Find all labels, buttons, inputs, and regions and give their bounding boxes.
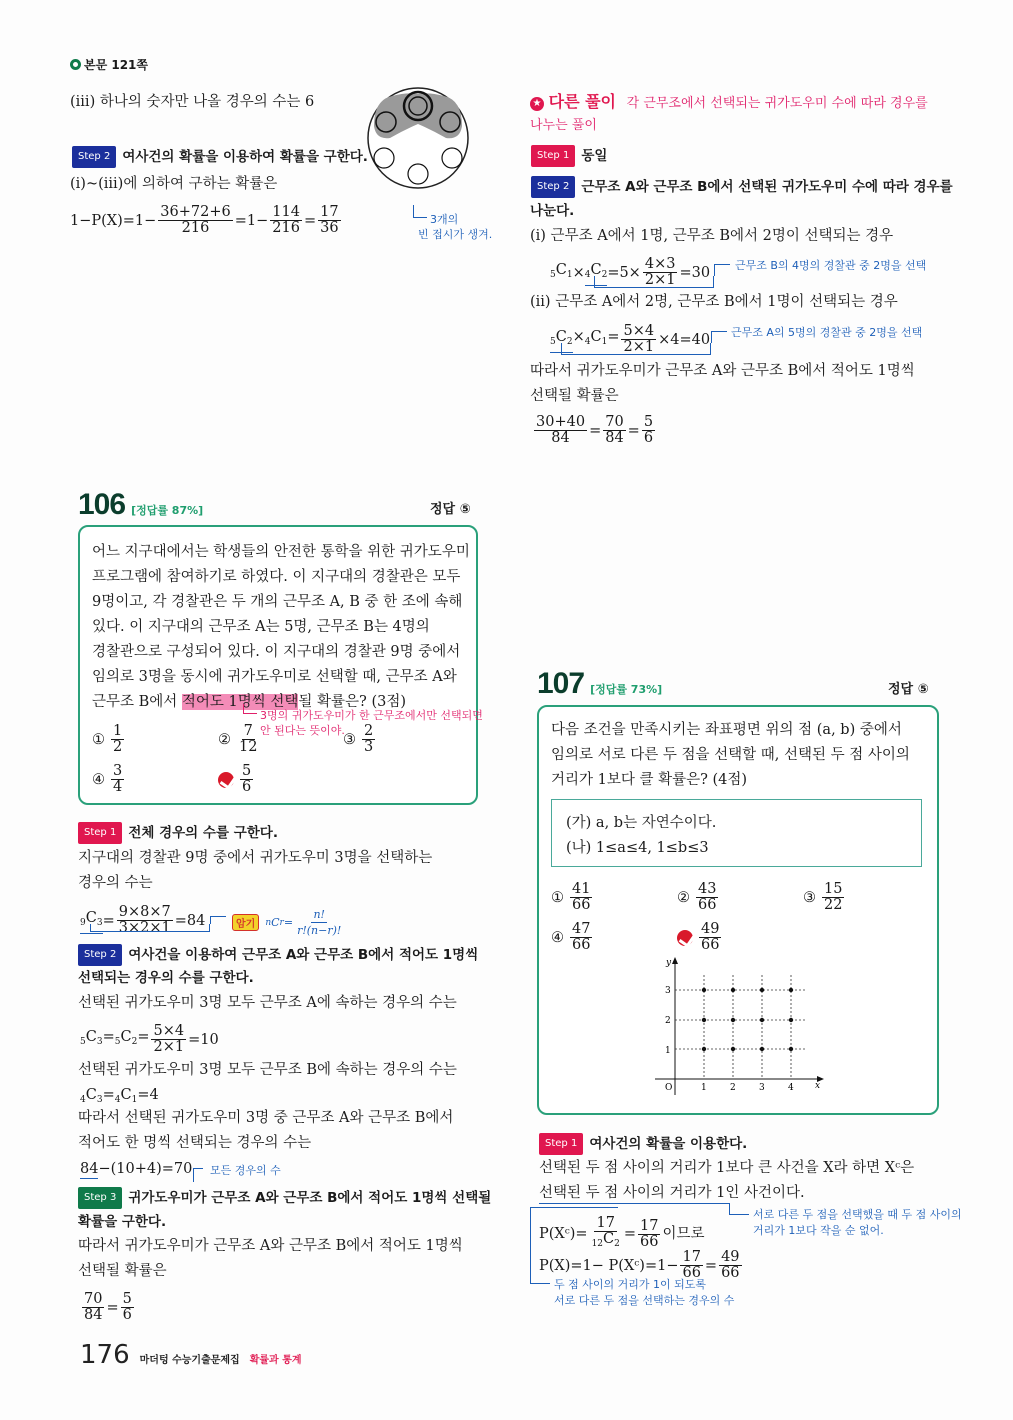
alt-solution-heading: ★ 다른 풀이 각 근무조에서 선택되는 귀가도우미 수에 따라 경우를 <box>530 92 928 114</box>
conditions: (가) a, b는 자연수이다. (나) 1≤a≤4, 1≤b≤3 <box>566 815 717 856</box>
svg-text:O: O <box>665 1083 673 1093</box>
sol107-step1: Step 1 여사건의 확률을 이용한다. <box>539 1133 747 1155</box>
alt-step2: Step 2 근무조 A와 근무조 B에서 선택된 귀가도우미 수에 따라 경우를 <box>531 176 953 198</box>
choice-2[interactable]: ② $\frac{43}{66}$ <box>677 881 717 913</box>
page-reference: 본문 121쪽 <box>70 56 148 73</box>
alt-final-equation: $\frac{30+40}{84}$ = $\frac{70}{84}$ = $\frac{5}{6}$ <box>536 414 654 446</box>
highlight-note: 3명의 귀가도우미가 한 근무조에서만 선택되면 안 된다는 뜻이야. <box>260 709 483 737</box>
case-i: (ⅰ) 근무조 A에서 1명, 근무조 B에서 2명이 선택되는 경우 <box>530 228 894 244</box>
book-title: 마더텅 수능기출문제집 <box>139 1355 240 1366</box>
step2-badge: Step 2 <box>531 176 575 198</box>
step2-badge: Step 2 <box>78 944 122 966</box>
star-badge-icon: ★ <box>530 97 544 111</box>
sol106-step3: Step 3 귀가도우미가 근무조 A와 근무조 B에서 적어도 1명씩 선택될 <box>78 1187 491 1209</box>
sol107-eq2: P(X)=1− P(Xᶜ)=1− $\frac{17}{66}$ = $\frac{49}{66}$ <box>539 1249 740 1281</box>
case-ii-arrow <box>561 343 711 355</box>
case-i-equation: $_5C_1$ × $_4C_2$ =5× $\frac{4\times 3}{2\times 1}$ =30 <box>550 256 711 288</box>
sol106-eq3-note: 모든 경우의 수 <box>210 1164 281 1177</box>
svg-text:4: 4 <box>788 1083 794 1093</box>
problem-107-text: 다음 조건을 만족시키는 좌표평면 위의 점 (a, b) 중에서 임의로 서로 다른 두 점을 선택할 때, 선택된 두 점 사이의 거리가 1보다 클 확률은? (4점) <box>551 722 910 788</box>
sol106-step2: Step 2 여사건을 이용하여 근무조 A와 근무조 B에서 적어도 1명씩 <box>78 944 478 966</box>
problem-106-answer: 정답 ⑤ <box>430 502 471 517</box>
problem-number: 106 <box>78 488 126 521</box>
problem-number: 107 <box>537 667 585 700</box>
svg-text:1: 1 <box>701 1083 707 1093</box>
case-i-note: 근무조 B의 4명의 경찰관 중 2명을 선택 <box>735 259 927 272</box>
step2-badge: Step 2 <box>72 146 116 168</box>
alt-conclusion-2: 선택될 확률은 <box>530 388 619 404</box>
svg-text:1: 1 <box>665 1046 671 1056</box>
ring-bullet-icon <box>70 59 81 70</box>
alt-solution-subtitle: 나누는 풀이 <box>530 118 597 133</box>
sol107-note-right: 서로 다른 두 점을 선택했을 때 두 점 사이의 거리가 1보다 작을 순 없어. <box>753 1208 962 1237</box>
sol106-final: $\frac{70}{84}$ = $\frac{5}{6}$ <box>84 1291 132 1323</box>
memorize-tip: 암기 n C r = $\frac{n!}{r!(n-r)!}$ <box>232 907 345 938</box>
step1-badge: Step 1 <box>78 822 122 844</box>
checkmark-icon <box>677 930 693 946</box>
case-iii-line: (iii) 하나의 숫자만 나올 경우의 수는 6 <box>70 94 315 110</box>
choice-1[interactable]: ① $\frac{1}{2}$ <box>92 723 123 755</box>
complement-equation: 1−P(X)=1− $\frac{36+72+6}{216}$ =1− $\frac{114}{216}$ = $\frac{17}{36}$ <box>70 204 339 236</box>
svg-text:y: y <box>666 958 672 968</box>
alt-step1: Step 1 동일 <box>531 145 607 167</box>
step3-badge: Step 3 <box>78 1187 122 1209</box>
svg-text:2: 2 <box>665 1016 671 1026</box>
choice-3[interactable]: ③ $\frac{15}{22}$ <box>803 881 843 913</box>
highlight: 적어도 1명씩 선택 <box>181 694 299 710</box>
sol107-note-bottom: 두 점 사이의 거리가 1이 되도록 서로 다른 두 점을 선택하는 경우의 수 <box>554 1278 735 1307</box>
step1-badge: Step 1 <box>539 1133 583 1155</box>
svg-text:3: 3 <box>665 986 671 996</box>
highlight-arrow <box>243 704 257 714</box>
svg-text:2: 2 <box>730 1083 736 1093</box>
step2-heading: Step 2 여사건의 확률을 이용하여 확률을 구한다. <box>72 146 368 168</box>
case-range-line: (ⅰ)~(iii)에 의하여 구하는 확률은 <box>70 176 278 192</box>
choice-1[interactable]: ① $\frac{41}{66}$ <box>551 881 591 913</box>
sol106-eq3: 84−(10+4)=70 <box>80 1161 193 1177</box>
plates-diagram <box>362 80 474 198</box>
choice-3[interactable]: ③ $\frac{2}{3}$ <box>343 723 374 755</box>
correct-rate: [정답률 87%] <box>131 504 204 517</box>
problem-106-header <box>78 488 203 522</box>
choice-4[interactable]: ④ $\frac{47}{66}$ <box>551 921 591 953</box>
choice-2[interactable]: ② $\frac{7}{12}$ <box>218 723 258 755</box>
sol106-step1: Step 1 전체 경우의 수를 구한다. <box>78 822 278 844</box>
subject: 확률과 통계 <box>249 1355 302 1366</box>
lattice-point-graph <box>650 955 830 1100</box>
problem-107-header <box>537 667 662 701</box>
correct-rate: [정답률 73%] <box>590 683 663 696</box>
sol106-eq1: $_9C_3$ = $\frac{9\times 8\times 7}{3\times 2\times 1}$ =84 <box>80 904 206 936</box>
problem-107-answer: 정답 ⑤ <box>888 682 929 697</box>
problem-106-text: 어느 지구대에서는 학생들의 안전한 통학을 위한 귀가도우미 프로그램에 참여하기로 하였다. 이 지구대의 경찰관은 모두 9명이고, 각 경찰관은 두 개의 근무조 A, B 중 한 조에 속해 있다. 이 지구대의 근무조 A는 5명, 근무조 B는 4명의 경찰관으로 구성되어 있다. 이 지구대의 경찰관 9명 중에서 임의로 3명을 동시에 귀가도우미로 선택할 때, 근무조 A와 근무조 B에서 적어도 1명씩 선택될 확률은? (3점) <box>92 544 470 710</box>
case-ii: (ⅱ) 근무조 A에서 2명, 근무조 B에서 1명이 선택되는 경우 <box>530 294 898 310</box>
checkmark-icon <box>218 772 234 788</box>
page-number: 176 <box>80 1340 130 1370</box>
memorize-badge: 암기 <box>232 914 259 931</box>
case-ii-equation: $_5C_2$ $\times_4C_1=$ $\frac{5\times 4}{2\times 1}$ ×4=40 <box>550 323 711 355</box>
svg-text:x: x <box>815 1081 821 1091</box>
sol107-eq1: P(Xᶜ)= $\frac{17}{_{12}C_2}$ = $\frac{17}{66}$ 이므로 <box>539 1215 705 1250</box>
choice-4[interactable]: ④ $\frac{3}{4}$ <box>92 763 123 795</box>
diagram-arrow <box>413 205 427 218</box>
footer <box>80 1340 302 1370</box>
choice-5-correct[interactable]: $\frac{5}{6}$ <box>218 764 255 795</box>
case-ii-note: 근무조 A의 5명의 경찰관 중 2명을 선택 <box>731 326 923 339</box>
case-i-arrow <box>594 276 714 288</box>
sol106-eq2: $_5C_3=_5C_2=$ $\frac{5\times 4}{2\times 1}$ =10 <box>80 1023 219 1055</box>
diagram-note: 3개의 빈 접시가 생겨. <box>418 213 493 241</box>
choice-5-correct[interactable]: $\frac{49}{66}$ <box>677 922 723 953</box>
alt-conclusion-1: 따라서 귀가도우미가 근무조 A와 근무조 B에서 적어도 1명씩 <box>530 363 915 379</box>
svg-text:3: 3 <box>759 1083 765 1093</box>
step1-badge: Step 1 <box>531 145 575 167</box>
alt-step2-cont: 나눈다. <box>530 203 575 219</box>
